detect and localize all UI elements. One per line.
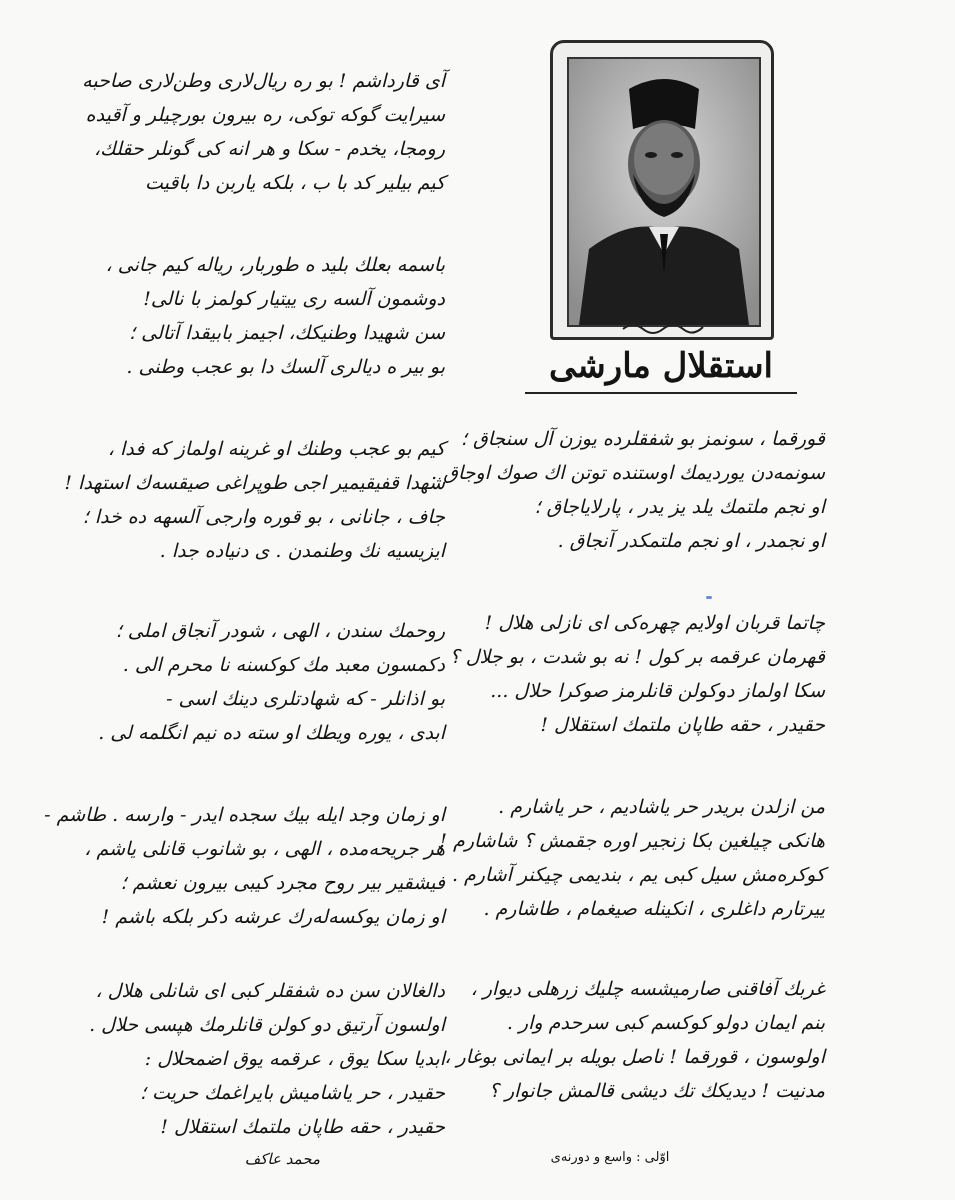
left-stanza-5 xyxy=(44,798,445,934)
verse-line: روحمك سندن ، الهی ، شودر آنجاق املی ؛ xyxy=(115,620,445,642)
verse-line: حقیدر ، حر یاشامیش بایراغمك حریت ؛ xyxy=(139,1082,445,1104)
left-stanza-2 xyxy=(105,248,445,384)
verse-line: بو اذانلر - که شهادتلری دینك اسی - xyxy=(166,688,445,710)
verse-line: آی قارداشم ! بو ره ریال‌لاری وطن‌لاری صاحبه xyxy=(82,70,445,92)
verse-line: سونمه‌دن یوردیمك اوستنده توتن اك صوك اوجاق . xyxy=(431,462,825,484)
verse-line: باسمه بعلك بلید ه طوربار، ریاله کیم جانی ، xyxy=(105,254,445,276)
verse-line: غربك آفاقنی صارمیشسه چلیك زرهلی دیوار ، xyxy=(470,978,825,1000)
verse-line: دکمسون معبد مك کوکسنه نا محرم الی . xyxy=(122,654,445,676)
verse-line: اولسون آرتیق دو کولن قانلرمك هپسی حلال . xyxy=(89,1014,445,1036)
verse-line: چاتما قربان اولایم چهره‌كی ای نازلی هلال ! xyxy=(484,612,825,634)
portrait-photo xyxy=(569,59,759,325)
verse-line: هانكی چیلغین بكا زنجیر اوره جقمش ؟ شاشارم ! xyxy=(439,830,825,852)
verse-line: حقیدر ، حقه طاپان ملتمك استقلال ! xyxy=(160,1116,445,1138)
right-stanza-2 xyxy=(449,606,825,742)
verse-line: او نجم ملتمك یلد یز یدر ، پارلایاجاق ؛ xyxy=(534,496,825,518)
author-signature: محمد عاكف xyxy=(244,1150,320,1168)
title-underline xyxy=(525,392,797,394)
verse-line: حقیدر ، حقه طاپان ملتمك استقلال ! xyxy=(540,714,825,736)
verse-line: ابدی ، یوره ویطك او سته ده نیم انگلمه لی . xyxy=(98,722,445,744)
verse-line: او زمان وجد ایله بیك سجده ایدر - وارسه . طاشم - xyxy=(44,804,445,826)
footer-note: اوّلی : واسع و دورنه‌ی xyxy=(550,1150,670,1165)
verse-line: اولوسون ، قورقما ! ناصل بویله بر ایمانی بوغار ، xyxy=(444,1046,825,1068)
verse-line: کیم بیلیر کد با ب ، بلکه یاربن دا باقیت xyxy=(145,172,445,194)
verse-line: من ازلدن بریدر حر یاشادیم ، حر یاشارم . xyxy=(498,796,825,818)
verse-line: بنم ایمان دولو کوکسم کبی سرحدم وار . xyxy=(506,1012,825,1034)
verse-line: هر جریحه‌مده ، الهی ، بو شانوب قانلی یاشم ، xyxy=(84,838,445,860)
verse-line: قهرمان عرقمه بر كول ! نه بو شدت ، بو جلال ؟ xyxy=(449,646,825,668)
verse-line: رومجا، یخدم - سکا و هر انه کی گونلر حقلك، xyxy=(93,138,445,160)
ink-speck xyxy=(706,596,712,599)
verse-line: او زمان یوکسه‌له‌رك عرشه دکر بلکه باشم ! xyxy=(101,906,445,928)
verse-line: بو بیر ه دیالری آلسك دا بو عجب وطنی . xyxy=(126,356,445,378)
left-stanza-3 xyxy=(64,432,445,568)
verse-line: کوکره‌مش سیل کبی یم ، بندیمی چیکنر آشارم . xyxy=(451,864,825,886)
left-stanza-6 xyxy=(89,974,445,1144)
left-stanza-1 xyxy=(82,64,445,200)
right-stanza-4 xyxy=(444,972,825,1108)
verse-line: او نجمدر ، او نجم ملتمكدر آنجاق . xyxy=(557,530,825,552)
verse-line: ییرتارم داغلری ، انکینله صیغمام ، طاشارم . xyxy=(483,898,825,920)
verse-line: سن شهیدا وطنیکك، اجیمز بابیقدا آتالی ؛ xyxy=(129,322,445,344)
verse-line: ایزیسیه نك وطنمدن . ی دنیاده جدا . xyxy=(159,540,445,562)
verse-line: جاف ، جانانی ، بو قوره وارجی آلسهه ده خدا ؛ xyxy=(82,506,445,528)
page-title: استقلال مارشی xyxy=(548,346,774,386)
right-stanza-3 xyxy=(439,790,825,926)
verse-line: ابدیا سکا یوق ، عرقمه یوق اضمحلال : xyxy=(144,1048,445,1070)
verse-line: فیشقیر بیر روح مجرد کیبی بیرون نعشم ؛ xyxy=(120,872,445,894)
verse-line: دوشمون آلسه ری ییتیار کولمز با نالی! xyxy=(143,288,445,310)
right-stanza-1 xyxy=(431,422,825,558)
portrait-frame xyxy=(550,40,774,340)
verse-line: سیرایت گوکه توکی، ره بیرون بورچیلر و آقیده xyxy=(85,104,445,126)
portrait-signature-mark xyxy=(553,317,771,339)
left-stanza-4 xyxy=(98,614,445,750)
verse-line: دالغالان سن ده شفقلر کبی ای شانلی هلال ، xyxy=(95,980,445,1002)
verse-line: مدنیت ! دیدیکك تك دیشی قالمش جانوار ؟ xyxy=(488,1080,825,1102)
verse-line: شهدا قفیقیمیر اجی طوپراغی صیقسه‌ك استهدا ! xyxy=(64,472,445,494)
verse-line: کیم بو عجب وطنك او غرینه اولماز که فدا ، xyxy=(107,438,445,460)
verse-line: قورقما ، سونمز بو شفقلرده یوزن آل سنجاق ؛ xyxy=(460,428,825,450)
verse-line: سكا اولماز دوكولن قانلرمز صوکرا حلال ... xyxy=(490,680,825,702)
author-portrait xyxy=(567,57,761,327)
